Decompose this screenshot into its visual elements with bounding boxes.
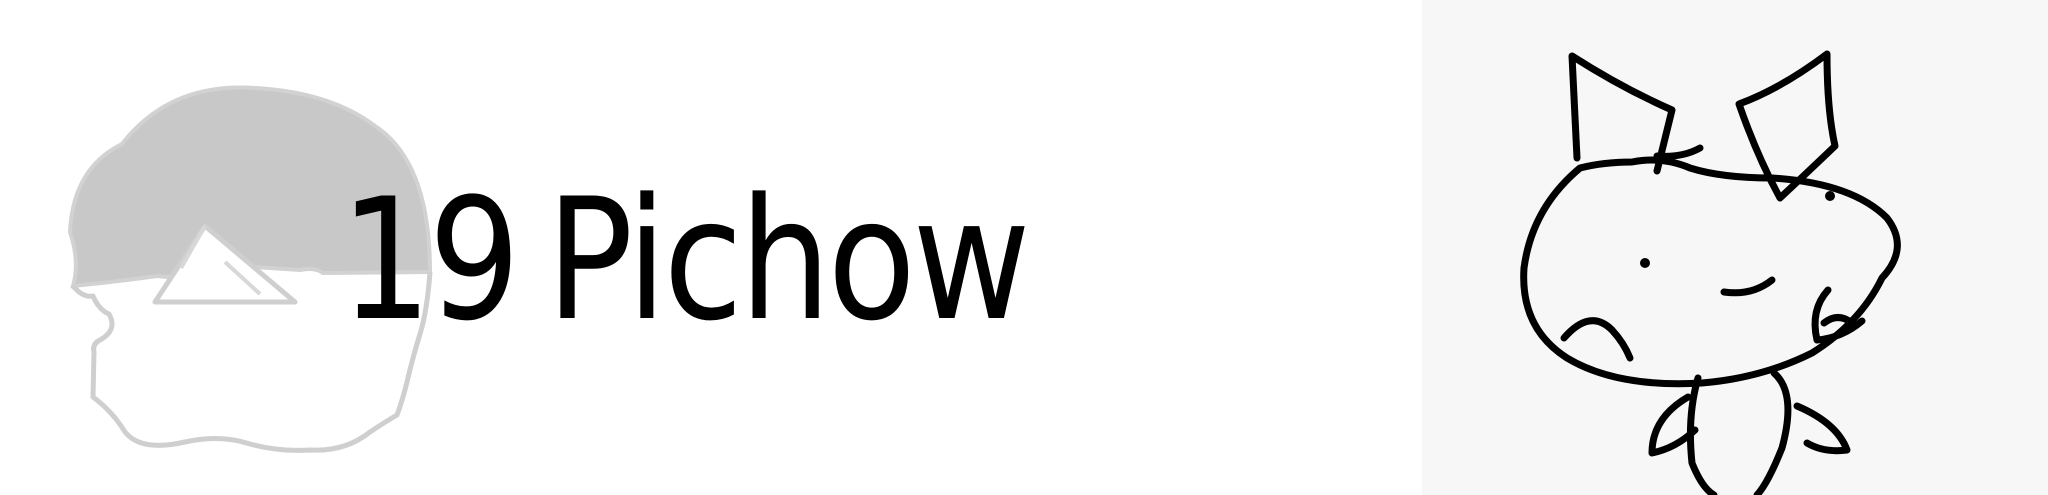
entry-title <box>340 162 1028 358</box>
cat-creature-illustration <box>1512 38 1992 495</box>
entry-name: Pichow <box>546 162 1028 358</box>
entry-number: 19 <box>340 162 517 358</box>
